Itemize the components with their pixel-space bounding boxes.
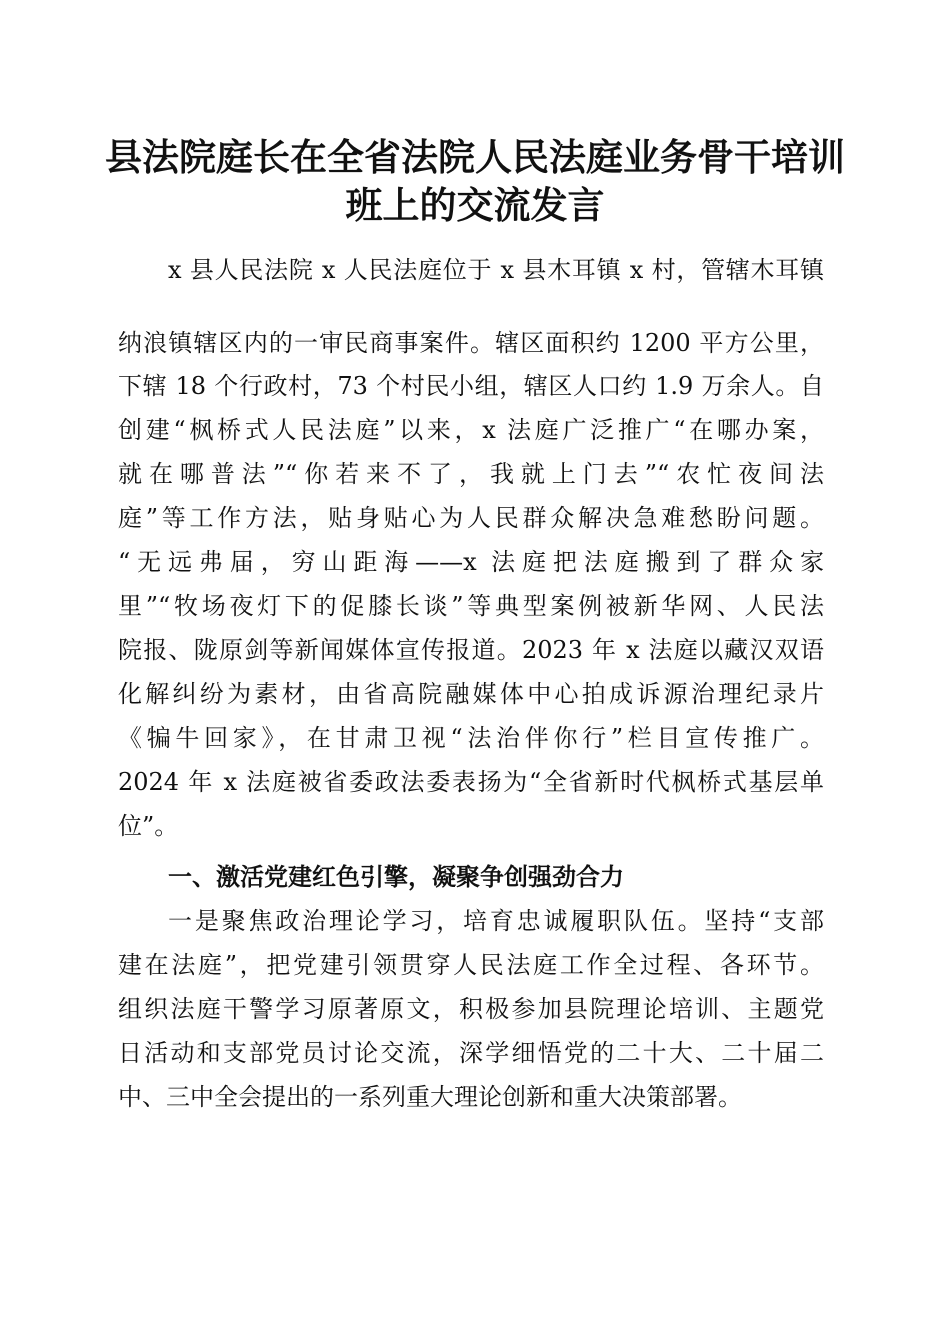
paragraph-2-line-4: 日活动和支部党员讨论交流，深学细悟党的二十大、二十届二 [118, 1039, 824, 1067]
paragraph-1-line-8: 里”“牧场夜灯下的促膝长谈”等典型案例被新华网、人民法 [118, 592, 824, 620]
paragraph-1-line-10: 化解纠纷为素材，由省高院融媒体中心拍成诉源治理纪录片 [118, 680, 824, 708]
paragraph-1-line-5: 就在哪普法”“你若来不了，我就上门去”“农忙夜间法 [118, 460, 824, 488]
paragraph-1-line-6: 庭”等工作方法，贴身贴心为人民群众解决急难愁盼问题。 [118, 504, 824, 532]
paragraph-1-line-11: 《犏牛回家》，在甘肃卫视“法治伴你行”栏目宣传推广。 [118, 724, 824, 752]
document-title-line-2: 班上的交流发言 [345, 183, 605, 227]
paragraph-2-line-1: 一是聚焦政治理论学习，培育忠诚履职队伍。坚持“支部 [168, 907, 824, 935]
paragraph-1-line-9: 院报、陇原剑等新闻媒体宣传报道。2023 年 x 法庭以藏汉双语 [118, 636, 824, 664]
section-1-heading: 一、激活党建红色引擎，凝聚争创强劲合力 [168, 863, 624, 891]
paragraph-1-line-4: 创建“枫桥式人民法庭”以来，x 法庭广泛推广“在哪办案， [118, 416, 824, 444]
paragraph-2-line-3: 组织法庭干警学习原著原文，积极参加县院理论培训、主题党 [118, 995, 824, 1023]
paragraph-1-line-12: 2024 年 x 法庭被省委政法委表扬为“全省新时代枫桥式基层单 [118, 768, 824, 796]
paragraph-1-line-3: 下辖 18 个行政村，73 个村民小组，辖区人口约 1.9 万余人。自 [118, 372, 824, 400]
paragraph-2-line-2: 建在法庭”，把党建引领贯穿人民法庭工作全过程、各环节。 [118, 951, 824, 979]
paragraph-1-line-2: 纳浪镇辖区内的一审民商事案件。辖区面积约 1200 平方公里， [118, 329, 824, 357]
paragraph-1-line-1: x 县人民法院 x 人民法庭位于 x 县木耳镇 x 村，管辖木耳镇 [168, 256, 824, 284]
paragraph-2-line-5: 中、三中全会提出的一系列重大理论创新和重大决策部署。 [118, 1083, 742, 1111]
paragraph-1-line-7: “无远弗届，穷山距海——x 法庭把法庭搬到了群众家 [118, 548, 824, 576]
document-title-line-1: 县法院庭长在全省法院人民法庭业务骨干培训 [105, 135, 845, 179]
paragraph-1-line-13: 位”。 [118, 812, 179, 840]
